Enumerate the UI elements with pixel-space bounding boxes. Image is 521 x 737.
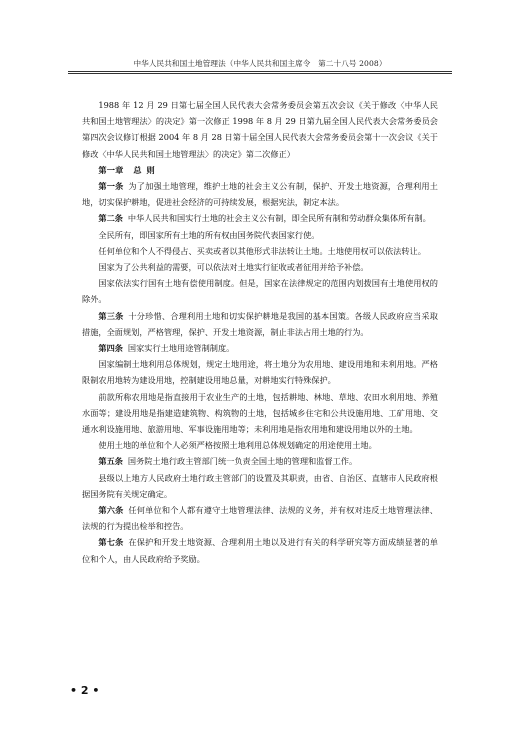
article-paragraph — [82, 243, 438, 259]
article-label: 第六条 — [98, 505, 124, 516]
article-text: 全民所有，即国家所有土地的所有权由国务院代表国家行使。 — [98, 229, 320, 240]
article-paragraph — [82, 356, 438, 388]
header-rule — [68, 73, 452, 74]
article-paragraph — [82, 275, 438, 307]
article-text: 县级以上地方人民政府土地行政主管部门的设置及其职责，由省、自治区、直辖市人民政府根据国务院有关规定确定。 — [82, 472, 438, 499]
article-text: 前款所称农用地是指直接用于农业生产的土地，包括耕地、林地、草地、农田水利用地、养殖水面等；建设用地是指建造建筑物、构筑物的土地，包括城乡住宅和公共设施用地、工矿用地、交通水利设施用地、旅游用地、军事设施用地等；未利用地是指农用地和建设用地以外的土地。 — [82, 391, 438, 435]
article-text: 国家编制土地利用总体规划，规定土地用途，将土地分为农用地、建设用地和未利用地。严格限制农用地转为建设用地，控制建设用地总量，对耕地实行特殊保护。 — [82, 359, 438, 386]
article-paragraph — [82, 210, 438, 226]
article-paragraph — [82, 227, 438, 243]
article-label: 第四条 — [98, 343, 123, 354]
page-number: • 2 • — [70, 684, 100, 697]
article-label: 第三条 — [98, 310, 124, 321]
article-paragraph — [82, 502, 438, 534]
chapter-title: 总则 — [133, 164, 160, 175]
article-paragraph — [82, 389, 438, 438]
article-text: 国家为了公共利益的需要，可以依法对土地实行征收或者征用并给予补偿。 — [98, 262, 369, 273]
amendment-note: 1988 年 12 月 29 日第七届全国人民代表大会常务委员会第五次会议《关于修改〈中华人民共和国土地管理法〉的决定》第一次修正 1998 年 8 月 29 日第九届全国人民代表大会常务委员会第四次会议修订根据 2004 年 8 月 28 日第十届全国人民代表大会常务委员会第十一次会议《关于修改〈中华人民共和国土地管理法〉的决定》第二次修正） — [82, 100, 438, 159]
article-paragraph — [82, 470, 438, 502]
chapter-label: 第一章 — [98, 164, 124, 175]
article-paragraph — [82, 178, 438, 210]
header-rule — [68, 71, 452, 72]
article-label: 第二条 — [98, 213, 123, 224]
article-text: 任何单位和个人不得侵占、买卖或者以其他形式非法转让土地。土地使用权可以依法转让。 — [98, 245, 426, 256]
article-text: 在保护和开发土地资源、合理利用土地以及进行有关的科学研究等方面成绩显著的单位和个人，由人民政府给予奖励。 — [82, 537, 438, 564]
running-header: 中华人民共和国土地管理法（中华人民共和国主席令 第二十八号 2008） — [133, 59, 387, 68]
article-label: 第七条 — [98, 537, 124, 548]
article-text: 为了加强土地管理，维护土地的社会主义公有制，保护、开发土地资源，合理利用土地，切实保护耕地，促进社会经济的可持续发展，根据宪法，制定本法。 — [82, 181, 438, 208]
article-paragraph — [82, 534, 438, 566]
article-paragraph — [82, 308, 438, 340]
article-label: 第一条 — [98, 181, 124, 192]
article-text: 国家实行土地用途管制制度。 — [127, 343, 235, 354]
article-label: 第五条 — [98, 456, 123, 467]
document-body — [82, 97, 438, 567]
article-paragraph — [82, 437, 438, 453]
article-text: 任何单位和个人都有遵守土地管理法律、法规的义务，并有权对违反土地管理法律、法规的行为提出检举和控告。 — [82, 505, 438, 532]
article-text: 使用土地的单位和个人必须严格按照土地利用总体规划确定的用途使用土地。 — [98, 440, 377, 451]
article-text: 国家依法实行国有土地有偿使用制度。但是，国家在法律规定的范围内划拨国有土地使用权的除外。 — [82, 278, 438, 305]
article-text: 十分珍惜、合理利用土地和切实保护耕地是我国的基本国策。各级人民政府应当采取措施，全面规划，严格管理，保护、开发土地资源，制止非法占用土地的行为。 — [82, 310, 438, 337]
article-paragraph — [82, 453, 438, 469]
article-paragraph — [82, 340, 438, 356]
article-text: 中华人民共和国实行土地的社会主义公有制，即全民所有制和劳动群众集体所有制。 — [127, 213, 431, 224]
chapter-heading — [82, 162, 438, 178]
article-paragraph — [82, 259, 438, 275]
article-text: 国务院土地行政主管部门统一负责全国土地的管理和监督工作。 — [127, 456, 358, 467]
